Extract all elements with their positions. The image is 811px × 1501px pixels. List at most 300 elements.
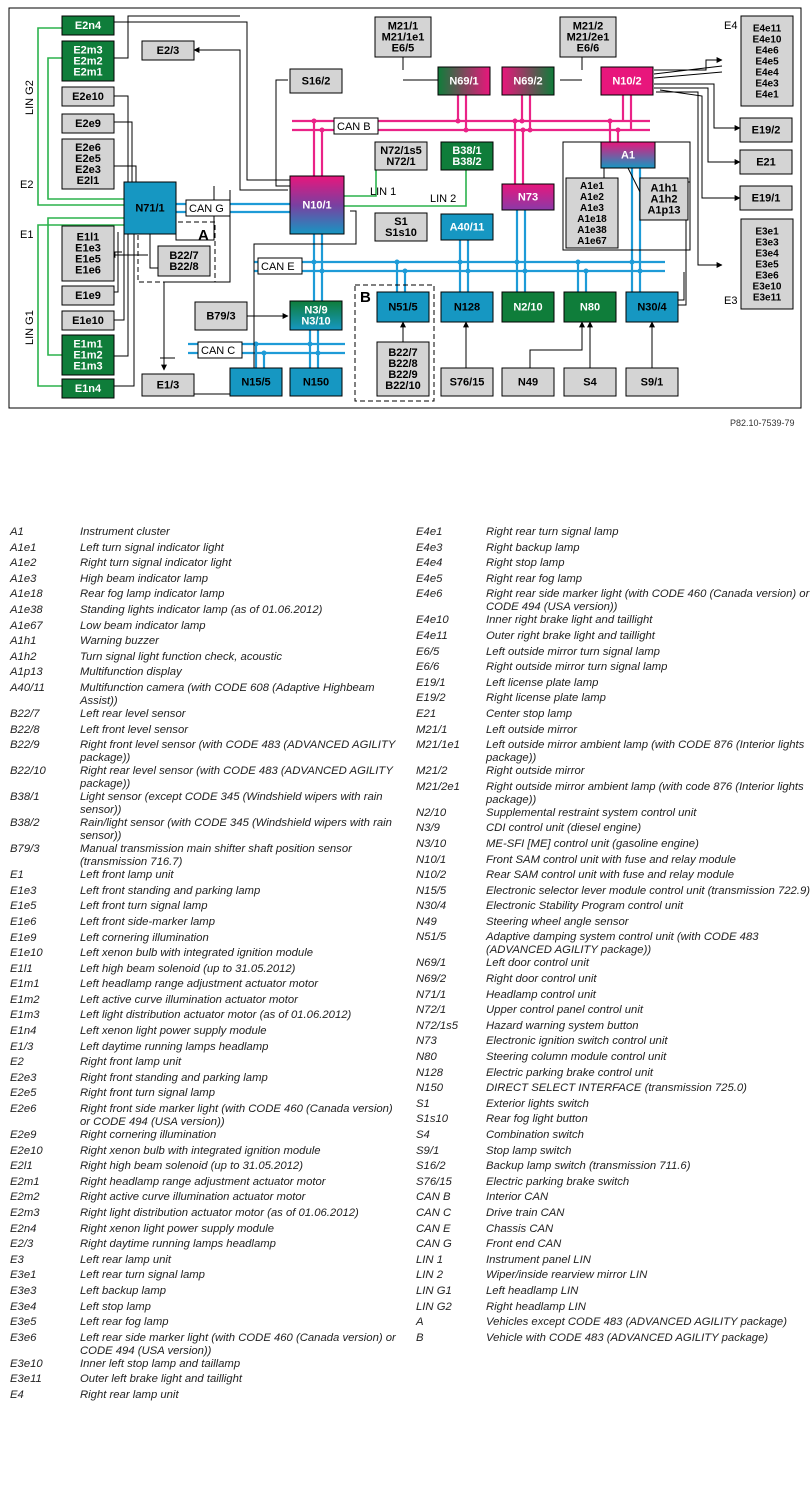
legend-code: A1h1 <box>10 635 37 648</box>
legend-code: M21/1 <box>416 723 448 736</box>
legend-row <box>416 1020 811 1036</box>
legend-code: LIN 2 <box>416 1269 444 1282</box>
legend-code: N15/5 <box>416 884 447 897</box>
legend-description: Left rear fog lamp <box>80 1316 169 1329</box>
legend-row <box>416 692 811 708</box>
legend-row <box>416 630 811 646</box>
legend-row <box>416 916 811 932</box>
legend-row <box>10 1238 405 1254</box>
legend-description: Left front level sensor <box>80 723 189 736</box>
legend-description: Left rear level sensor <box>80 707 186 720</box>
component-label: E2e5 <box>75 152 101 165</box>
legend-row <box>416 557 811 573</box>
legend-row <box>416 1160 811 1176</box>
component-label: E2e9 <box>75 117 101 130</box>
component-label: E4e4 <box>755 67 779 79</box>
legend-code: B38/2 <box>10 817 40 830</box>
component-s16-2 <box>290 69 342 93</box>
legend-row <box>10 1129 405 1145</box>
legend-code: E3e5 <box>10 1316 37 1329</box>
component-label: N10/2 <box>612 75 642 88</box>
legend-code: A1e1 <box>10 541 37 554</box>
legend-description: Steering wheel angle sensor <box>486 915 629 928</box>
legend-code: N30/4 <box>416 900 447 913</box>
legend-description: Rain/light sensor (with CODE 345 (Windshield wipers with rain sensor)) <box>80 817 392 843</box>
component-n10-2 <box>601 67 653 95</box>
legend-code: E1m3 <box>10 1009 40 1022</box>
legend-description: Left high beam solenoid (up to 31.05.2012) <box>80 962 296 975</box>
legend-code: B22/8 <box>10 723 40 736</box>
legend-description: Right rear turn signal lamp <box>486 526 619 538</box>
legend-code: E4e5 <box>416 572 443 585</box>
legend-code: E6/6 <box>416 661 440 674</box>
legend-row <box>416 1176 811 1192</box>
legend-description: DIRECT SELECT INTERFACE (transmission 725.0) <box>486 1082 747 1095</box>
component-label: S1s10 <box>385 226 417 239</box>
component-label: A1e67 <box>577 235 607 247</box>
legend-code: E4 <box>10 1388 24 1401</box>
legend-row <box>10 916 405 932</box>
legend-description: Steering column module control unit <box>486 1051 667 1064</box>
legend-description: Right rear side marker light (with CODE 460 (Canada version) or CODE 494 (USA version)) <box>486 588 810 614</box>
legend-row <box>416 739 811 765</box>
legend-description: Outer left brake light and taillight <box>80 1373 243 1386</box>
component-e2e9 <box>62 114 114 133</box>
legend-row <box>10 526 405 542</box>
component-label: N3/10 <box>301 315 331 328</box>
legend-description: Left rear turn signal lamp <box>80 1269 205 1282</box>
legend-row <box>416 1254 811 1270</box>
component-n3 <box>290 301 342 330</box>
component-label: A1e3 <box>580 202 604 214</box>
legend-description: Instrument panel LIN <box>486 1253 591 1266</box>
label-can-g: CAN G <box>189 203 224 215</box>
legend-code: E3e11 <box>10 1373 42 1386</box>
legend-code: E3e10 <box>10 1357 43 1370</box>
legend-code: E2 <box>10 1056 24 1069</box>
component-label: E1e5 <box>75 253 101 266</box>
component-label: E2l1 <box>76 174 100 187</box>
legend-description: Wiper/inside rearview mirror LIN <box>486 1269 648 1282</box>
legend-description: Adaptive damping system control unit (with CODE 483 (ADVANCED AGILITY package)) <box>486 931 759 957</box>
component-label: S76/15 <box>449 376 485 389</box>
legend-code: E1e5 <box>10 900 37 913</box>
legend-row <box>10 1160 405 1176</box>
label-b: B <box>360 289 371 306</box>
legend-row <box>10 739 405 765</box>
legend-description: Right license plate lamp <box>486 692 606 705</box>
label-lin2: LIN 2 <box>430 193 457 205</box>
legend-row <box>10 1223 405 1239</box>
component-a40-11 <box>441 214 493 240</box>
component-label: N69/1 <box>449 75 479 88</box>
can-b-bus <box>292 95 650 184</box>
legend-code: N10/2 <box>416 869 447 882</box>
legend-code: E4e4 <box>416 557 443 570</box>
legend-row <box>416 1082 811 1098</box>
legend-description: Right front level sensor (with CODE 483 (ADVANCED AGILITY package)) <box>80 739 396 765</box>
reference-number: P82.10-7539-79 <box>730 418 795 428</box>
component-e1e9 <box>62 286 114 305</box>
legend-row <box>10 1332 405 1358</box>
legend-code: M21/2e1 <box>416 780 460 793</box>
legend-code: LIN G2 <box>416 1300 452 1313</box>
legend-code: A1e38 <box>10 603 43 616</box>
legend-description: Rear fog light button <box>486 1113 588 1126</box>
legend-code: M21/1e1 <box>416 739 460 752</box>
legend-code: E19/1 <box>416 676 446 689</box>
legend-code: E2e6 <box>10 1103 37 1116</box>
legend-code: E21 <box>416 707 437 720</box>
legend-description: Exterior lights switch <box>486 1097 589 1110</box>
legend-code: N128 <box>416 1066 444 1079</box>
component-label: N69/2 <box>513 75 543 88</box>
legend-row <box>10 1301 405 1317</box>
legend-row <box>416 838 811 854</box>
legend-row <box>416 989 811 1005</box>
component-n73 <box>502 184 554 210</box>
component-label: E4e10 <box>752 34 782 46</box>
legend-row <box>10 573 405 589</box>
legend-code: N2/10 <box>416 806 447 819</box>
legend-row <box>10 557 405 573</box>
component-a1-right <box>640 178 688 220</box>
legend-code: S4 <box>416 1129 430 1141</box>
component-label: S9/1 <box>640 376 664 389</box>
legend-row <box>416 900 811 916</box>
legend-row <box>416 1285 811 1301</box>
component-label: N3/9 <box>304 304 328 317</box>
legend-description: Electric parking brake switch <box>486 1175 630 1188</box>
legend-code: N69/1 <box>416 957 447 970</box>
label-e4: E4 <box>724 20 738 32</box>
legend-row <box>416 885 811 901</box>
legend-code: E1l1 <box>10 962 33 975</box>
legend-description: Right outside mirror <box>486 765 585 778</box>
legend-row <box>416 1113 811 1129</box>
legend-code: M21/2 <box>416 765 448 778</box>
legend-description: ME-SFI [ME] control unit (gasoline engine) <box>486 837 699 850</box>
legend-code: S1s10 <box>416 1113 449 1126</box>
legend-row <box>10 588 405 604</box>
component-label: E19/1 <box>751 192 781 205</box>
legend-left <box>10 526 405 1405</box>
legend-description: Vehicles except CODE 483 (ADVANCED AGILITY package) <box>486 1316 787 1329</box>
legend-row <box>416 1051 811 1067</box>
component-n51-5 <box>377 292 429 322</box>
legend-code: N72/1 <box>416 1004 447 1017</box>
component-n2-10 <box>502 292 554 322</box>
legend-code: LIN G1 <box>416 1284 452 1297</box>
legend-row <box>416 661 811 677</box>
legend-description: Right front standing and parking lamp <box>80 1071 268 1084</box>
legend-row <box>416 724 811 740</box>
legend-row <box>416 1301 811 1317</box>
legend-row <box>416 1207 811 1223</box>
legend-description: Left rear side marker light (with CODE 460 (Canada version) or CODE 494 (USA version)) <box>80 1331 396 1357</box>
component-m21-1 <box>375 17 431 57</box>
component-b22-b <box>377 342 429 396</box>
component-label: N49 <box>517 376 539 389</box>
legend-code: B22/7 <box>10 707 40 720</box>
legend-row <box>416 1035 811 1051</box>
component-label: E4e5 <box>755 56 779 68</box>
legend-code: E2e3 <box>10 1071 37 1084</box>
component-label: S1 <box>394 215 408 228</box>
component-label: M21/2 <box>572 20 604 33</box>
component-label: E2e3 <box>75 163 101 176</box>
legend-code: E4e11 <box>416 629 448 642</box>
legend-code: S16/2 <box>416 1160 446 1173</box>
legend-description: Center stop lamp <box>486 707 573 720</box>
legend-code: E4e3 <box>416 541 443 554</box>
legend-code: E4e6 <box>416 588 443 601</box>
component-label: E21 <box>756 156 776 169</box>
legend-description: Right high beam solenoid (up to 31.05.2012) <box>80 1160 303 1173</box>
legend-row <box>10 651 405 667</box>
legend-description: Low beam indicator lamp <box>80 619 206 632</box>
legend-code: S1 <box>416 1097 430 1110</box>
legend-row <box>10 666 405 682</box>
legend-code: E1e9 <box>10 931 37 944</box>
component-label: E4e11 <box>752 23 782 35</box>
label-a: A <box>198 227 209 244</box>
legend-code: N150 <box>416 1082 444 1095</box>
component-label: E2m1 <box>73 66 103 79</box>
legend-description: Right front turn signal lamp <box>80 1087 216 1100</box>
component-n30-4 <box>626 292 678 322</box>
legend-code: E1e6 <box>10 915 37 928</box>
legend-description: High beam indicator lamp <box>80 572 209 585</box>
legend-description: Front end CAN <box>486 1238 562 1251</box>
legend-description: Left front lamp unit <box>80 869 174 882</box>
legend-code: E3e6 <box>10 1331 37 1344</box>
legend-description: CDI control unit (diesel engine) <box>486 822 642 835</box>
component-label: E2e10 <box>72 90 104 103</box>
component-label: M21/1e1 <box>381 31 425 44</box>
legend-row <box>10 1041 405 1057</box>
legend-code: S9/1 <box>416 1144 440 1157</box>
component-label: A1h2 <box>650 193 678 206</box>
component-m21-2 <box>560 17 616 57</box>
legend-code: A1e67 <box>10 619 43 632</box>
legend-description: Right turn signal indicator light <box>80 557 232 570</box>
legend-row <box>10 1358 405 1374</box>
component-label: E2n4 <box>74 19 102 32</box>
legend-description: Left light distribution actuator motor (as of 01.06.2012) <box>80 1009 352 1022</box>
legend-row <box>416 1269 811 1285</box>
component-e2n4 <box>62 16 114 35</box>
legend-description: Left xenon bulb with integrated ignition module <box>80 947 313 960</box>
legend-code: B79/3 <box>10 843 40 856</box>
legend-code: E2/3 <box>10 1238 34 1251</box>
component-e1m <box>62 335 114 375</box>
label-lin-g2: LIN G2 <box>24 80 36 115</box>
legend-description: Right front side marker light (with CODE 460 (Canada version) or CODE 494 (USA version)) <box>80 1103 393 1129</box>
legend-description: Drive train CAN <box>486 1206 565 1219</box>
legend-code: CAN C <box>416 1206 452 1219</box>
legend-code: S76/15 <box>416 1175 452 1188</box>
legend-description: Left headlamp LIN <box>486 1284 579 1297</box>
legend-description: Vehicle with CODE 483 (ADVANCED AGILITY package) <box>486 1331 769 1344</box>
legend-description: Right active curve illumination actuator motor <box>80 1191 306 1204</box>
legend-row <box>416 973 811 989</box>
component-label: B22/7 <box>169 249 199 262</box>
legend-description: Right light distribution actuator motor (as of 01.06.2012) <box>80 1207 359 1219</box>
label-e2: E2 <box>20 179 34 191</box>
component-s1 <box>375 213 427 241</box>
component-label: B22/10 <box>385 379 421 392</box>
component-a1-left <box>566 178 618 248</box>
component-e19-1 <box>740 186 792 210</box>
component-s76-15 <box>441 368 493 396</box>
legend-row <box>10 1316 405 1332</box>
legend-description: Left xenon light power supply module <box>80 1025 267 1038</box>
component-label: E3e10 <box>752 281 782 293</box>
legend-row <box>10 869 405 885</box>
legend-row <box>416 931 811 957</box>
legend-description: Left outside mirror ambient lamp (with CODE 876 (Interior lights package)) <box>486 739 805 765</box>
legend-code: E1m2 <box>10 993 40 1006</box>
legend-description: Left outside mirror turn signal lamp <box>486 645 660 658</box>
legend-row <box>416 1316 811 1332</box>
component-label: A1e2 <box>580 191 604 203</box>
legend-description: Right rear fog lamp <box>486 572 583 585</box>
legend-code: E1m1 <box>10 978 40 991</box>
legend-row <box>10 765 405 791</box>
component-label: N10/1 <box>302 199 332 212</box>
legend-row <box>10 1103 405 1129</box>
legend-code: A1h2 <box>10 650 37 663</box>
legend-description: Right headlamp range adjustment actuator motor <box>80 1175 326 1188</box>
legend-row <box>10 885 405 901</box>
component-label: E1m2 <box>73 349 103 362</box>
legend-row <box>10 724 405 740</box>
legend-code: A1p13 <box>10 666 43 679</box>
legend-row <box>416 854 811 870</box>
legend-code: N80 <box>416 1051 437 1064</box>
legend-row <box>416 781 811 807</box>
component-n80 <box>564 292 616 322</box>
component-label: S4 <box>583 376 597 389</box>
legend-description: Light sensor (except CODE 345 (Windshield wipers with rain sensor)) <box>80 791 383 817</box>
component-label: N72/1 <box>386 155 416 168</box>
legend-row <box>10 682 405 708</box>
legend-description: Multifunction camera (with CODE 608 (Adaptive Highbeam Assist)) <box>80 681 375 707</box>
legend-code: E1n4 <box>10 1025 37 1038</box>
legend-description: Electronic Stability Program control unit <box>486 900 684 913</box>
legend-description: Right xenon light power supply module <box>80 1222 275 1235</box>
legend-row <box>10 1207 405 1223</box>
label-e1: E1 <box>20 229 34 241</box>
legend-row <box>416 1191 811 1207</box>
component-label: E1/3 <box>156 379 180 392</box>
legend-row <box>10 978 405 994</box>
legend-description: Right headlamp LIN <box>486 1300 586 1313</box>
legend-code: E2m3 <box>10 1207 40 1219</box>
legend-code: E2m2 <box>10 1191 40 1204</box>
legend-code: B22/10 <box>10 765 46 778</box>
legend-code: E4e10 <box>416 614 449 627</box>
legend-description: Combination switch <box>486 1129 584 1141</box>
legend-description: Left front turn signal lamp <box>80 900 208 913</box>
component-label: E3e11 <box>752 292 782 304</box>
legend-code: N71/1 <box>416 988 447 1001</box>
legend-code: A40/11 <box>10 681 45 694</box>
legend-row <box>416 526 811 542</box>
legend-code: LIN 1 <box>416 1253 444 1266</box>
component-label: E6/5 <box>391 42 415 55</box>
component-n72-1 <box>375 142 427 170</box>
legend-row <box>416 1145 811 1161</box>
component-label: B22/7 <box>388 346 418 359</box>
label-lin-g1: LIN G1 <box>24 310 36 345</box>
legend-description: Right stop lamp <box>486 557 565 570</box>
legend-description: Right outside mirror ambient lamp (with code 876 (Interior lights package)) <box>486 780 804 806</box>
legend-row <box>10 843 405 869</box>
component-e3-list <box>741 219 793 309</box>
component-e2e10 <box>62 87 114 106</box>
legend-description: Left turn signal indicator light <box>80 541 224 554</box>
component-label: N80 <box>579 301 601 314</box>
legend-row <box>416 542 811 558</box>
legend-row <box>416 1067 811 1083</box>
legend-description: Inner left stop lamp and taillamp <box>80 1357 241 1370</box>
legend-row <box>416 807 811 823</box>
component-label: E1l1 <box>76 231 100 244</box>
legend-row <box>10 1285 405 1301</box>
legend-code: E3e3 <box>10 1284 37 1297</box>
legend-description: Manual transmission main shifter shaft position sensor (transmission 716.7) <box>80 843 352 869</box>
legend-description: Outer right brake light and taillight <box>486 629 655 642</box>
component-e2m <box>62 41 114 81</box>
component-label: E2/3 <box>156 44 180 57</box>
legend-row <box>416 869 811 885</box>
component-b79-3 <box>195 302 247 330</box>
legend-code: CAN B <box>416 1191 451 1204</box>
component-label: E2e6 <box>75 141 101 154</box>
legend-description: Left outside mirror <box>486 723 578 736</box>
legend-row <box>416 677 811 693</box>
component-label: B22/9 <box>388 368 418 381</box>
legend-description: Right front lamp unit <box>80 1056 182 1069</box>
legend-row <box>416 1223 811 1239</box>
component-label: E1e9 <box>75 289 101 302</box>
component-label: N30/4 <box>637 301 667 314</box>
component-e4-list <box>741 16 793 106</box>
legend-code: A1e18 <box>10 588 43 601</box>
legend-code: N72/1s5 <box>416 1019 459 1032</box>
legend-description: Right rear level sensor (with CODE 483 (ADVANCED AGILITY package)) <box>80 765 393 791</box>
legend-row <box>10 1072 405 1088</box>
legend-code: N3/10 <box>416 837 447 850</box>
legend-row <box>416 708 811 724</box>
component-label: E4e1 <box>755 89 779 101</box>
component-n128 <box>441 292 493 322</box>
legend-description: Electronic ignition switch control unit <box>486 1035 668 1048</box>
component-n71-1 <box>124 182 176 234</box>
component-e1e10 <box>62 311 114 330</box>
component-label: N128 <box>453 301 481 314</box>
legend-description: Right daytime running lamps headlamp <box>80 1238 276 1251</box>
component-label: M21/2e1 <box>566 31 610 44</box>
component-label: E1e3 <box>75 242 101 255</box>
component-n49 <box>502 368 554 396</box>
legend-row <box>10 1373 405 1389</box>
legend-description: Left backup lamp <box>80 1284 167 1297</box>
label-can-e: CAN E <box>261 261 295 273</box>
component-label: N51/5 <box>388 301 418 314</box>
